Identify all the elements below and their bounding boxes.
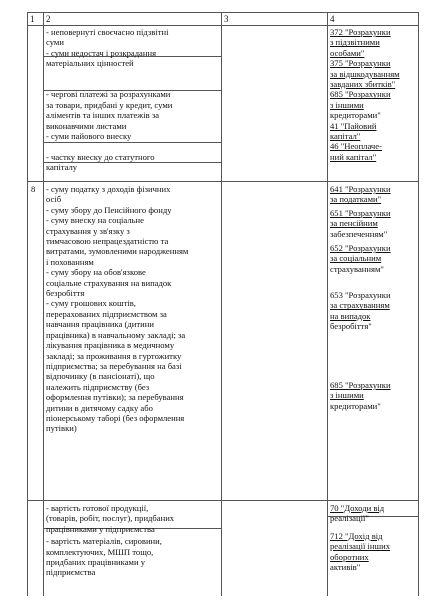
- text-line: кредиторами": [330, 400, 381, 411]
- text-line: [46, 69, 172, 79]
- text-line: з іншими: [330, 390, 364, 401]
- text-line: 685 "Розрахунки: [330, 89, 391, 100]
- header-row-divider: [27, 25, 419, 26]
- text-line: 375 "Розрахунки: [330, 58, 391, 69]
- text-line: кредиторами": [330, 110, 381, 121]
- block1-col4: [330, 27, 400, 162]
- block3-col4: [330, 503, 390, 572]
- text-line: закладі; за проживання в гуртожитку: [46, 350, 182, 361]
- text-line: забезпеченням": [330, 228, 388, 239]
- account-entry: [330, 184, 391, 205]
- column-divider-1-2: [43, 12, 44, 596]
- text-line: витратами, зумовленими народженням: [46, 246, 189, 257]
- text-line: - вартість готової продукції,: [46, 503, 149, 513]
- block2-row-number: 8: [31, 184, 36, 194]
- block2-col2: [46, 184, 188, 434]
- text-line: працівника) в навчальному закладі; за: [46, 329, 186, 340]
- text-line: реалізації": [330, 513, 369, 524]
- block-divider-2: [27, 500, 419, 501]
- text-line: - неповернуті своєчасно підзвітні: [46, 27, 169, 37]
- account-entry: [330, 290, 391, 332]
- text-line: оборотних: [330, 551, 369, 562]
- block3-col2: [46, 503, 174, 578]
- text-line: - суму збору до Пенсійного фонду: [46, 204, 172, 215]
- text-line: належить підприємству (без: [46, 381, 150, 392]
- text-line: страхування у зв'язку з: [46, 225, 130, 236]
- text-line: перерахованих підприємством за: [46, 308, 167, 319]
- text-line: особами": [330, 47, 365, 58]
- text-line: 41 "Пайовий: [330, 120, 377, 131]
- text-line: 685 "Розрахунки: [330, 380, 391, 390]
- header-col-2: 2: [46, 14, 51, 24]
- text-line: підприємства; за перебування на базі: [46, 360, 182, 371]
- text-line: з підзвітними: [330, 37, 380, 48]
- header-col-1: 1: [30, 14, 35, 24]
- text-line: - суму податку з доходів фізичних: [46, 184, 171, 194]
- text-line: 641 "Розрахунки: [330, 184, 391, 194]
- table-top-border: [27, 12, 419, 13]
- text-line: соціальне страхування на випадок: [46, 277, 172, 288]
- text-line: ний капітал": [330, 151, 377, 162]
- column-divider-3-4: [327, 12, 328, 596]
- text-line: навчання працівника (дитини: [46, 319, 154, 330]
- text-line: активів": [330, 562, 361, 573]
- text-line: і похованням: [46, 256, 94, 267]
- table-right-border: [418, 12, 419, 596]
- text-line: 652 "Розрахунки: [330, 243, 391, 253]
- text-line: лікування працівника в медичному: [46, 340, 175, 351]
- text-line: комплектуючих, МШП тощо,: [46, 546, 154, 557]
- account-entry: [330, 243, 391, 274]
- text-line: путівки): [46, 423, 77, 434]
- text-line: - вартість матеріалів, сировини,: [46, 536, 162, 547]
- text-line: - чергові платежі за розрахунками: [46, 89, 171, 100]
- text-line: - частку внеску до статутного: [46, 151, 155, 162]
- text-line: реалізації інших: [330, 541, 391, 552]
- text-line: капітал": [330, 131, 361, 142]
- text-line: аліментів та інших платежів за: [46, 110, 160, 121]
- text-line: суми: [46, 37, 64, 48]
- text-line: капіталу: [46, 162, 78, 173]
- text-line: осіб: [46, 194, 62, 205]
- account-entry: [330, 208, 391, 239]
- text-line: 372 "Розрахунки: [330, 27, 391, 37]
- block-divider-1: [27, 181, 419, 182]
- text-line: 651 "Розрахунки: [330, 208, 391, 218]
- text-line: працівниками у підприємства: [46, 523, 155, 534]
- text-line: виконавчими листами: [46, 120, 127, 131]
- text-line: піонерському таборі (без оформлення: [46, 412, 185, 423]
- header-col-3: 3: [224, 14, 229, 24]
- text-line: дитини в дитячому садку або: [46, 402, 153, 413]
- text-line: відпочинку (в пансіонаті), що: [46, 371, 155, 382]
- text-line: - суми пайового внеску: [46, 131, 132, 142]
- text-line: тимчасовою непрацездатністю та: [46, 236, 169, 247]
- block1-col2: [46, 27, 172, 173]
- column-divider-2-3: [221, 12, 222, 596]
- text-line: оформлення путівки); за перебування: [46, 392, 184, 403]
- text-line: [46, 79, 172, 89]
- text-line: [46, 141, 172, 151]
- text-line: - суму збору на обов'язкове: [46, 267, 146, 278]
- text-line: страхуванням": [330, 263, 384, 274]
- text-line: придбаних працівниками у: [46, 557, 145, 568]
- text-line: за страхуванням: [330, 300, 390, 311]
- text-line: 70 "Доходи від: [330, 503, 385, 513]
- text-line: матеріальних цінностей: [46, 58, 134, 69]
- text-line: 653 "Розрахунки: [330, 290, 391, 300]
- text-line: за пенсійним: [330, 218, 378, 229]
- text-line: підприємства: [46, 567, 96, 578]
- text-line: - суму грошових коштів,: [46, 298, 136, 309]
- text-line: за податками": [330, 194, 382, 205]
- header-col-4: 4: [330, 14, 335, 24]
- text-line: за товари, придбані у кредит, суми: [46, 99, 173, 110]
- text-line: 712 "Дохід від: [330, 530, 383, 541]
- text-line: безробіття: [46, 288, 85, 299]
- text-line: на випадок: [330, 310, 371, 321]
- table-left-border: [27, 12, 28, 596]
- text-line: - суму внеску на соціальне: [46, 215, 144, 226]
- text-line: з іншими: [330, 99, 364, 110]
- text-line: за соціальним: [330, 253, 382, 264]
- text-line: завданих збитків": [330, 79, 396, 90]
- text-line: за відшкодуванням: [330, 68, 400, 79]
- account-entry: [330, 380, 391, 411]
- text-line: 46 "Неоплаче-: [330, 141, 382, 152]
- text-line: безробіття": [330, 321, 372, 332]
- text-line: - суми недостач і розкрадання: [46, 47, 157, 58]
- text-line: (товарів, робіт, послуг), придбаних: [46, 513, 175, 524]
